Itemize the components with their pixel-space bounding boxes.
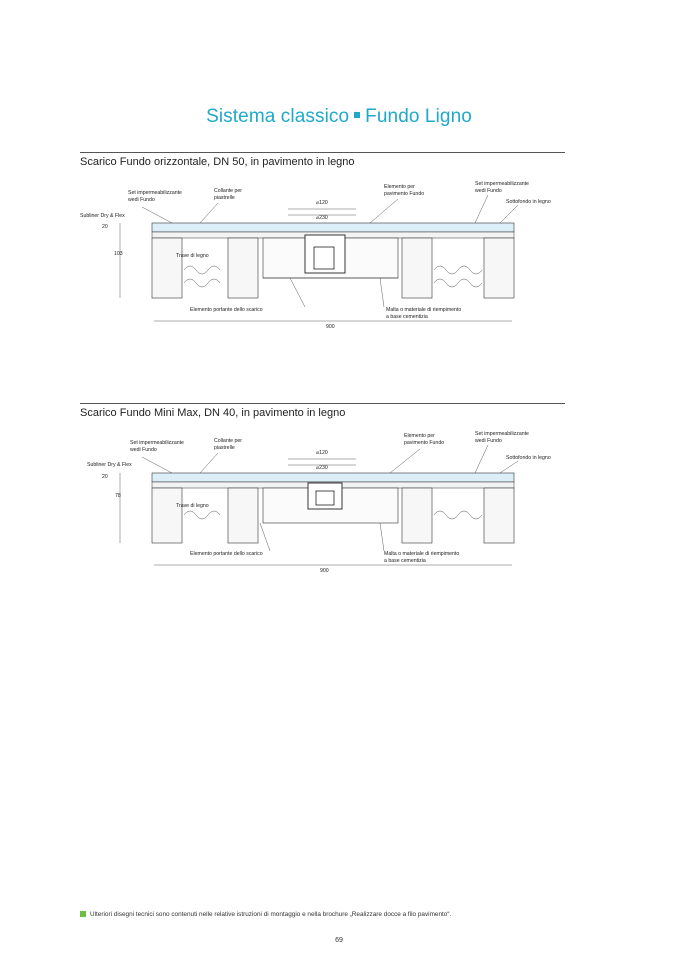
- label-set-1-line-2: wedi Fundo: [130, 447, 157, 453]
- label-malta-line-1: Malta o materiale di riempimento: [384, 551, 460, 557]
- label-set-2-line-2: wedi Fundo: [475, 438, 502, 444]
- dim-d120: ⌀120: [316, 200, 328, 206]
- footer-note-text: Ulteriori disegni tecnici sono contenuti nelle relative istruzioni di montaggio e nella brochure „Realizzare docce a filo pavimento“.: [90, 911, 452, 918]
- drawing-horizontal-drain: [80, 175, 565, 340]
- label-set-2-line-1: Set impermeabilizzante: [475, 181, 529, 187]
- label-trave: Trave di legno: [176, 253, 209, 259]
- label-elemento-line-2: pavimento Fundo: [404, 440, 445, 446]
- footer-note: [80, 911, 451, 918]
- label-malta-line-1: Malta o materiale di riempimento: [386, 307, 462, 313]
- label-portante: Elemento portante dello scarico: [190, 307, 263, 313]
- label-subliner: Subliner Dry & Flex: [80, 213, 125, 219]
- label-set-2-line-1: Set impermeabilizzante: [475, 431, 529, 437]
- dim-width: 900: [326, 324, 335, 330]
- dim-d230: ⌀230: [316, 215, 328, 221]
- label-elemento-line-1: Elemento per: [404, 433, 435, 439]
- section-2-heading: [80, 403, 565, 421]
- page-title: [0, 106, 678, 128]
- label-set-1-line-1: Set impermeabilizzante: [128, 190, 182, 196]
- label-malta-line-2: a base cementizia: [384, 558, 426, 564]
- label-collante-line-1: Collante per: [214, 438, 242, 444]
- page-number: 69: [335, 937, 343, 944]
- dim-h20: 20: [102, 224, 108, 230]
- title-part-1: Sistema classico: [206, 106, 350, 127]
- title-bullet-icon: [354, 112, 360, 118]
- section-1-heading-text: Scarico Fundo orizzontale, DN 50, in pavimento in legno: [80, 156, 355, 168]
- label-set-2-line-2: wedi Fundo: [475, 188, 502, 194]
- section-1-heading: [80, 152, 565, 170]
- drawing-mini-max-drain: [80, 425, 565, 575]
- label-elemento-line-2: pavimento Fundo: [384, 191, 425, 197]
- label-sottofondo: Sottofondo in legno: [506, 199, 551, 205]
- label-malta-line-2: a base cementizia: [386, 314, 428, 320]
- label-portante: Elemento portante dello scarico: [190, 551, 263, 557]
- label-elemento-line-1: Elemento per: [384, 184, 415, 190]
- title-part-2: Fundo Ligno: [365, 106, 472, 127]
- dim-d230: ⌀230: [316, 465, 328, 471]
- label-collante-line-2: piastrelle: [214, 445, 235, 451]
- section-2-heading-text: Scarico Fundo Mini Max, DN 40, in pavimento in legno: [80, 407, 346, 419]
- dim-d120: ⌀120: [316, 450, 328, 456]
- label-trave: Trave di legno: [176, 503, 209, 509]
- info-square-icon: [80, 911, 86, 917]
- label-collante-line-1: Collante per: [214, 188, 242, 194]
- label-set-1-line-1: Set impermeabilizzante: [130, 440, 184, 446]
- dim-width: 900: [320, 568, 329, 574]
- label-set-1-line-2: wedi Fundo: [128, 197, 155, 203]
- label-sottofondo: Sottofondo in legno: [506, 455, 551, 461]
- dim-height: 78: [115, 493, 121, 499]
- dim-height: 103: [114, 251, 123, 257]
- label-collante-line-2: piastrelle: [214, 195, 235, 201]
- label-subliner: Subliner Dry & Flex: [87, 462, 132, 468]
- dim-h20: 20: [102, 474, 108, 480]
